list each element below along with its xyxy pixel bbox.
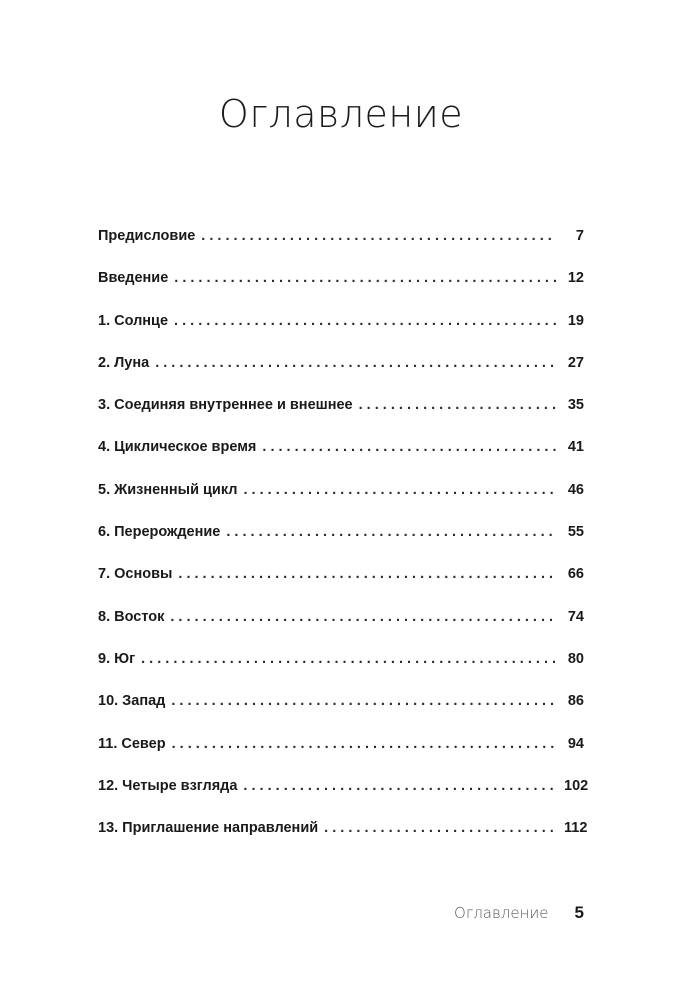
table-of-contents: [98, 228, 589, 862]
toc-entry-title: Предисловие: [98, 228, 196, 244]
toc-entry-title: 12. Четыре взгляда: [98, 777, 238, 794]
toc-entry: [98, 777, 589, 820]
toc-entry-page: 19: [567, 312, 584, 329]
toc-entry: [98, 609, 584, 651]
dot-leader: [262, 439, 556, 455]
dot-leader: [178, 566, 556, 582]
running-footer-section: Оглавление: [454, 904, 549, 922]
toc-entry: [98, 736, 584, 778]
toc-entry-title: 11. Север: [98, 735, 166, 752]
toc-entry-page: 27: [567, 354, 584, 371]
toc-entry-title: 10. Запад: [98, 693, 166, 710]
page-footer: [454, 903, 584, 923]
toc-entry-page: 12: [567, 270, 584, 287]
toc-entry-title: 6. Перерождение: [98, 524, 221, 541]
dot-leader: [170, 609, 556, 625]
toc-entry: [98, 397, 584, 439]
toc-entry: [98, 566, 584, 608]
toc-entry-title: 2. Луна: [98, 354, 150, 371]
toc-entry-page: 94: [567, 735, 584, 752]
dot-leader: [174, 270, 556, 286]
dot-leader: [141, 651, 556, 667]
toc-entry: [98, 693, 584, 735]
toc-entry-page: 86: [567, 693, 584, 710]
toc-entry-page: 66: [567, 566, 584, 583]
dot-leader: [155, 355, 556, 371]
dot-leader: [243, 778, 556, 794]
toc-entry: [98, 651, 584, 693]
toc-entry-page: 7: [575, 228, 584, 244]
toc-entry-page: 80: [567, 650, 584, 667]
dot-leader: [324, 820, 556, 836]
toc-entry-page: 74: [567, 608, 584, 625]
toc-entry: [98, 820, 588, 862]
toc-entry-title: 7. Основы: [98, 566, 173, 583]
dot-leader: [359, 397, 556, 413]
toc-entry-page: 112: [564, 820, 588, 837]
dot-leader: [171, 693, 556, 709]
toc-entry-title: 1. Солнце: [98, 312, 169, 329]
toc-entry-title: 3. Соединяя внутреннее и внешнее: [98, 397, 353, 414]
toc-entry-page: 41: [567, 439, 584, 456]
toc-entry: [98, 439, 584, 481]
toc-entry: [98, 270, 584, 312]
toc-entry-title: 5. Жизненный цикл: [98, 481, 238, 498]
toc-entry: [98, 482, 584, 524]
toc-entry-page: 55: [567, 524, 584, 541]
dot-leader: [172, 736, 556, 752]
dot-leader: [174, 313, 556, 329]
toc-entry: [98, 228, 584, 270]
toc-entry-title: 13. Приглашение направлений: [98, 820, 319, 837]
toc-entry: [98, 355, 584, 397]
toc-entry-title: Введение: [98, 270, 169, 287]
dot-leader: [244, 482, 557, 498]
dot-leader: [226, 524, 556, 540]
toc-entry: [98, 313, 584, 355]
toc-entry-page: 46: [567, 481, 584, 498]
dot-leader: [201, 228, 556, 244]
toc-entry-title: 8. Восток: [98, 608, 165, 625]
toc-entry-page: 35: [567, 397, 584, 414]
page-number: 5: [574, 903, 584, 922]
toc-entry-page: 102: [564, 777, 589, 794]
toc-entry-title: 4. Циклическое время: [98, 439, 257, 456]
toc-entry: [98, 524, 584, 566]
page-title: Оглавление: [218, 92, 464, 136]
toc-entry-title: 9. Юг: [98, 650, 136, 667]
